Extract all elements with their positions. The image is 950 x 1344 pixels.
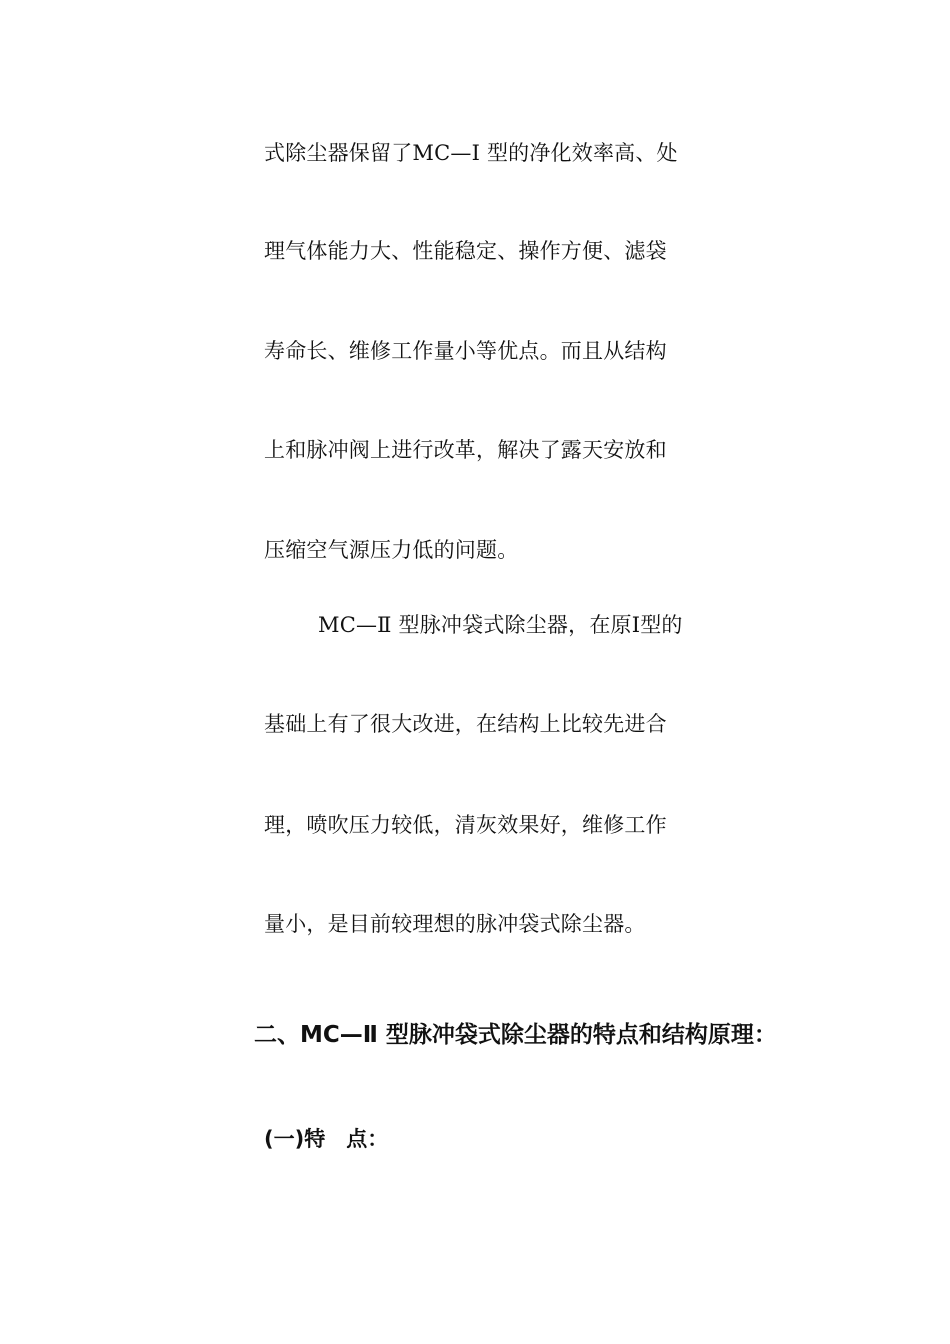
paragraph-line: 量小，是目前较理想的脉冲袋式除尘器。 [264, 912, 646, 936]
paragraph-line: 压缩空气源压力低的问题。 [264, 538, 519, 562]
section-heading: 二、MC—Ⅱ 型脉冲袋式除尘器的特点和结构原理： [254, 1022, 777, 1048]
paragraph-line-indented: MC—Ⅱ 型脉冲袋式除尘器，在原Ⅰ型的 [318, 613, 683, 637]
subsection-heading: (一)特 点： [264, 1127, 389, 1151]
paragraph-line: 基础上有了很大改进，在结构上比较先进合 [264, 712, 667, 736]
paragraph-line: 式除尘器保留了MC—Ⅰ 型的净化效率高、处 [264, 141, 678, 165]
paragraph-line: 理气体能力大、性能稳定、操作方便、滤袋 [264, 239, 667, 263]
paragraph-line: 上和脉冲阀上进行改革，解决了露天安放和 [264, 438, 667, 462]
paragraph-line: 寿命长、维修工作量小等优点。而且从结构 [264, 339, 667, 363]
paragraph-line: 理，喷吹压力较低，清灰效果好，维修工作 [264, 813, 667, 837]
